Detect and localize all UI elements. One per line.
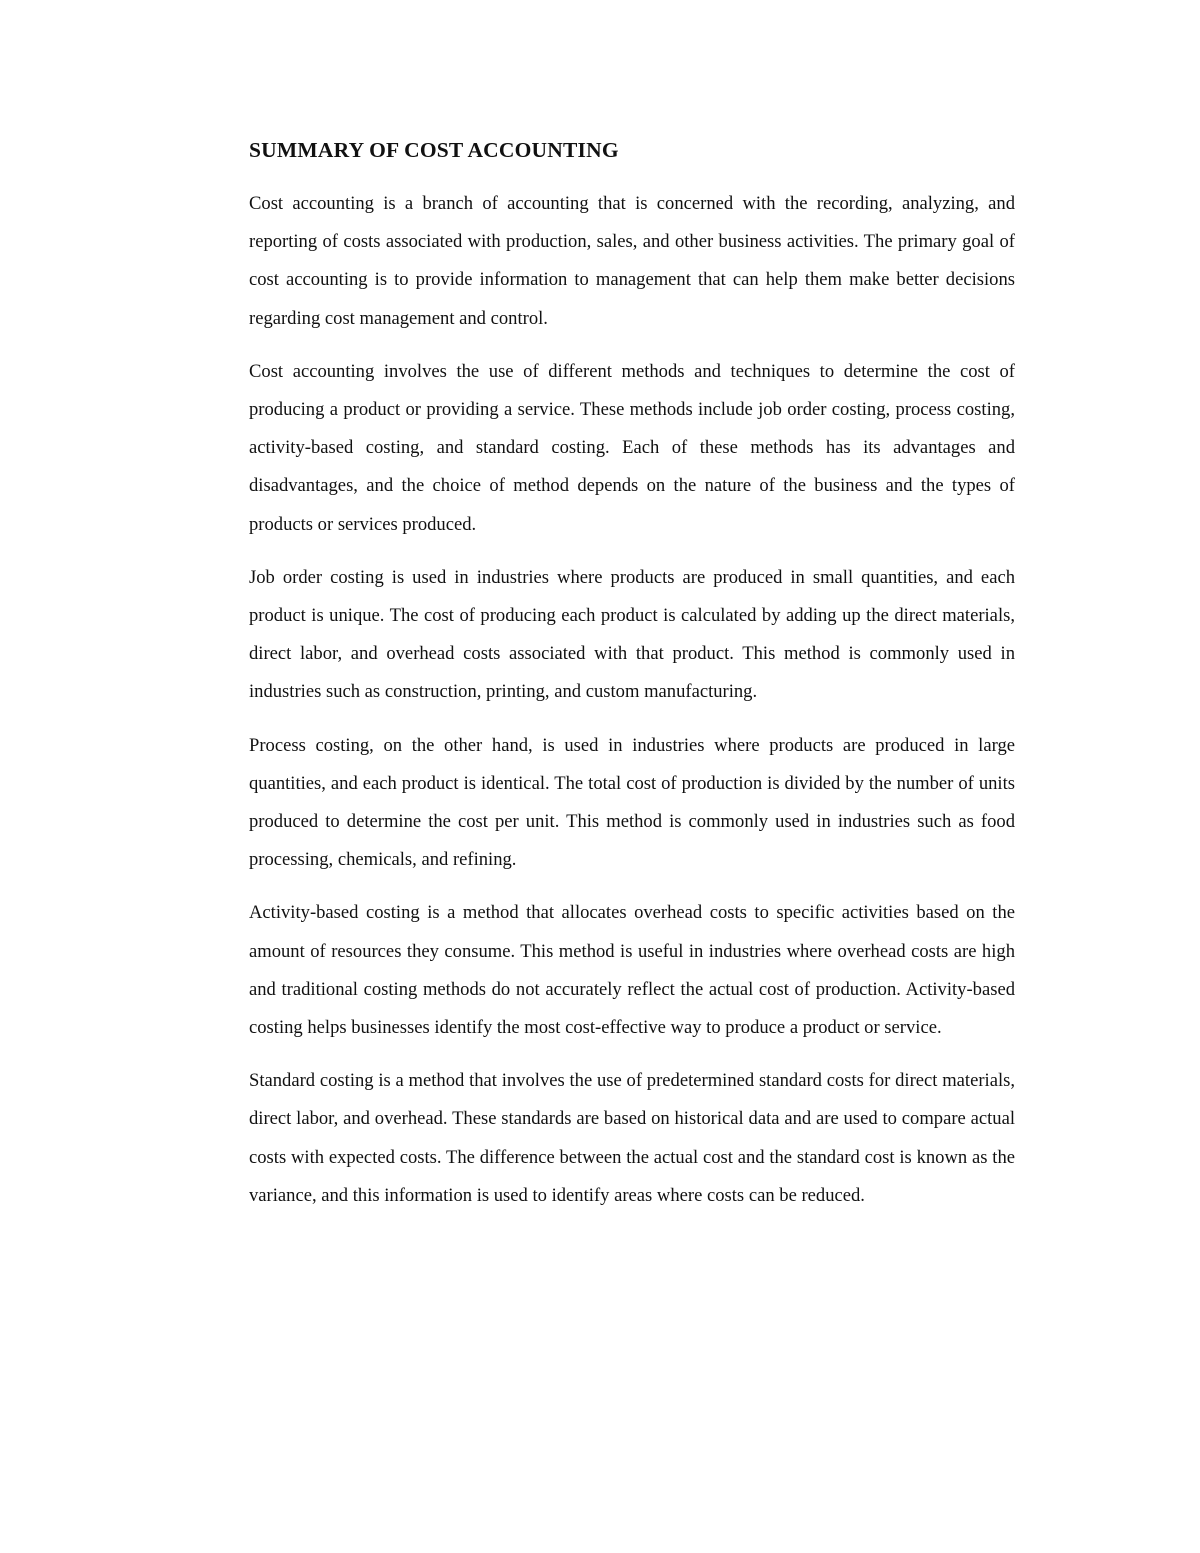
paragraph-job-order-costing: Job order costing is used in industries where products are produced in small quantities, and each product is unique. The cost of producing each product is calculated by adding up the direct materials, direct labor, and overhead costs associated with that product. This method is commonly used in industries such as construction, printing, and custom manufacturing.	[249, 566, 1015, 703]
paragraph-process-costing: Process costing, on the other hand, is used in industries where products are produced in large quantities, and each product is identical. The total cost of production is divided by the number of units produced to determine the cost per unit. This method is commonly used in industries such as food processing, chemicals, and refining.	[249, 734, 1015, 871]
paragraph-methods: Cost accounting involves the use of different methods and techniques to determine the cost of producing a product or providing a service. These methods include job order costing, process costing, activity-based costing, and standard costing. Each of these methods has its advantages and disadvantages, and the choice of method depends on the nature of the business and the types of products or services produced.	[249, 360, 1015, 535]
paragraph-intro: Cost accounting is a branch of accounting that is concerned with the recording, analyzing, and reporting of costs associated with production, sales, and other business activities. The primary goal of cost accounting is to provide information to management that can help them make better decisions regarding cost management and control.	[249, 193, 1015, 329]
paragraph-activity-based-costing: Activity-based costing is a method that allocates overhead costs to specific activities based on the amount of resources they consume. This method is useful in industries where overhead costs are high and traditional costing methods do not accurately reflect the actual cost of production. Activity-based costing helps businesses identify the most cost-effective way to produce a product or service.	[249, 902, 1015, 1039]
document-title: SUMMARY OF COST ACCOUNTING	[249, 138, 619, 162]
paragraph-standard-costing: Standard costing is a method that involves the use of predetermined standard costs for direct materials, direct labor, and overhead. These standards are based on historical data and are used to compare actual costs with expected costs. The difference between the actual cost and the standard cost is known as the variance, and this information is used to identify areas where costs can be reduced.	[249, 1070, 1015, 1206]
document-body	[249, 134, 1015, 1230]
